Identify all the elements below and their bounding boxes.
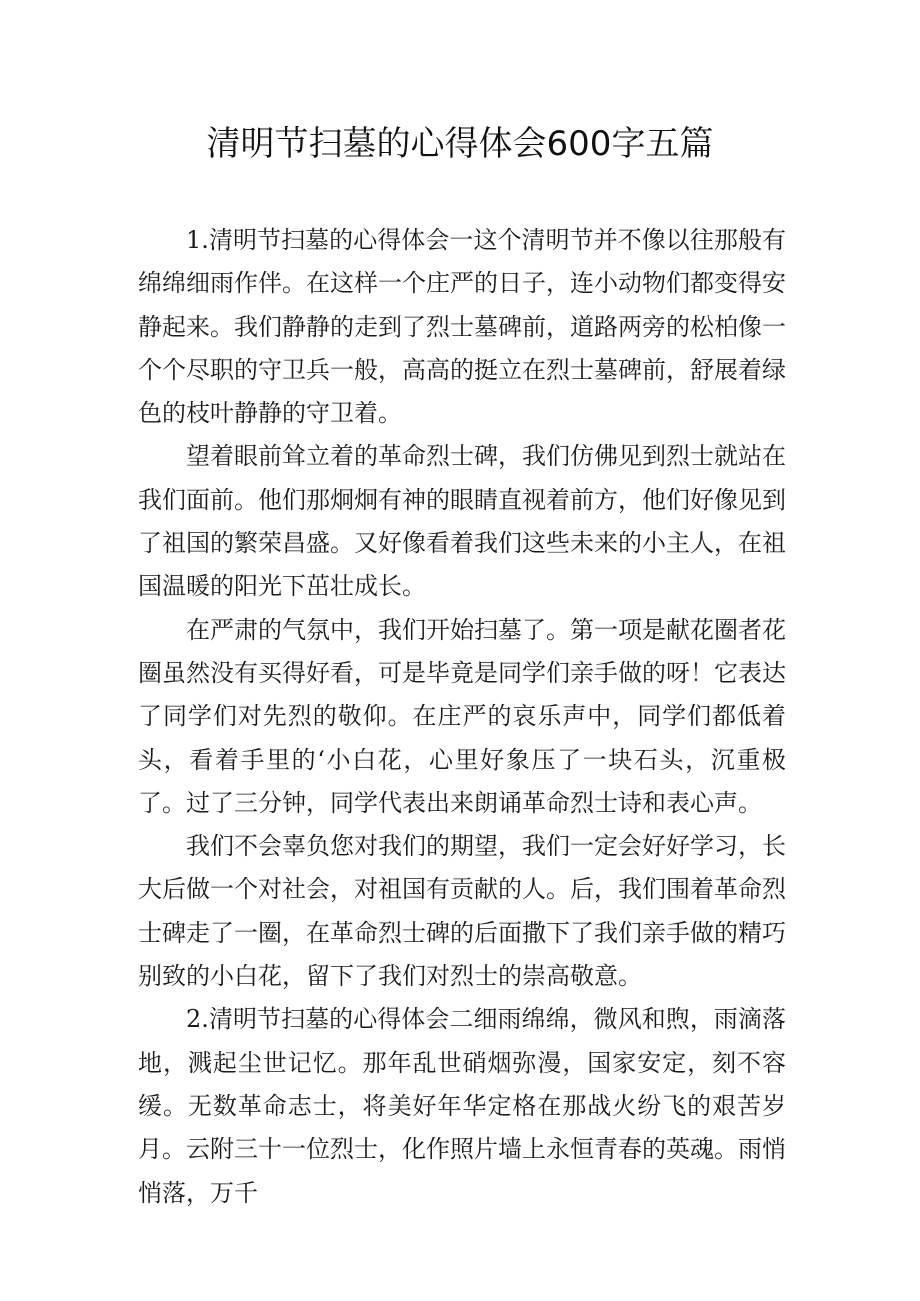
paragraph: 我们不会辜负您对我们的期望，我们一定会好好学习，长大后做一个对社会，对祖国有贡献的人。后，我们围着革命烈士碑走了一圈，在革命烈士碑的后面撒下了我们亲手做的精巧别致的小白花，留下了我们对烈士的崇高敬意。 — [138, 832, 786, 991]
paragraph: 在严肃的气氛中，我们开始扫墓了。第一项是献花圈者花圈虽然没有买得好看，可是毕竟是同学们亲手做的呀！它表达了同学们对先烈的敬仰。在庄严的哀乐声中，同学们都低着头，看着手里的‘小白花，心里好象压了一块石头，沉重极了。过了三分钟，同学代表出来朗诵革命烈士诗和表心声。 — [138, 615, 786, 817]
paragraph: 1.清明节扫墓的心得体会一这个清明节并不像以往那般有绵绵细雨作伴。在这样一个庄严的日子，连小动物们都变得安静起来。我们静静的走到了烈士墓碑前，道路两旁的松柏像一个个尽职的守卫兵一般，高高的挺立在烈士墓碑前，舒展着绿色的枝叶静静的守卫着。 — [138, 226, 786, 428]
document-title: 清明节扫墓的心得体会600字五篇 — [206, 124, 714, 164]
paragraph: 望着眼前耸立着的革命烈士碑，我们仿佛见到烈士就站在我们面前。他们那炯炯有神的眼睛直视着前方，他们好像见到了祖国的繁荣昌盛。又好像看着我们这些未来的小主人，在祖国温暖的阳光下茁壮成长。 — [138, 442, 786, 601]
document-body — [138, 219, 786, 1215]
paragraph: 2.清明节扫墓的心得体会二细雨绵绵，微风和煦，雨滴落地，溅起尘世记忆。那年乱世硝烟弥漫，国家安定，刻不容缓。无数革命志士，将美好年华定格在那战火纷飞的艰苦岁月。云附三十一位烈士，化作照片墙上永恒青春的英魂。雨悄悄落，万千 — [138, 1005, 786, 1207]
